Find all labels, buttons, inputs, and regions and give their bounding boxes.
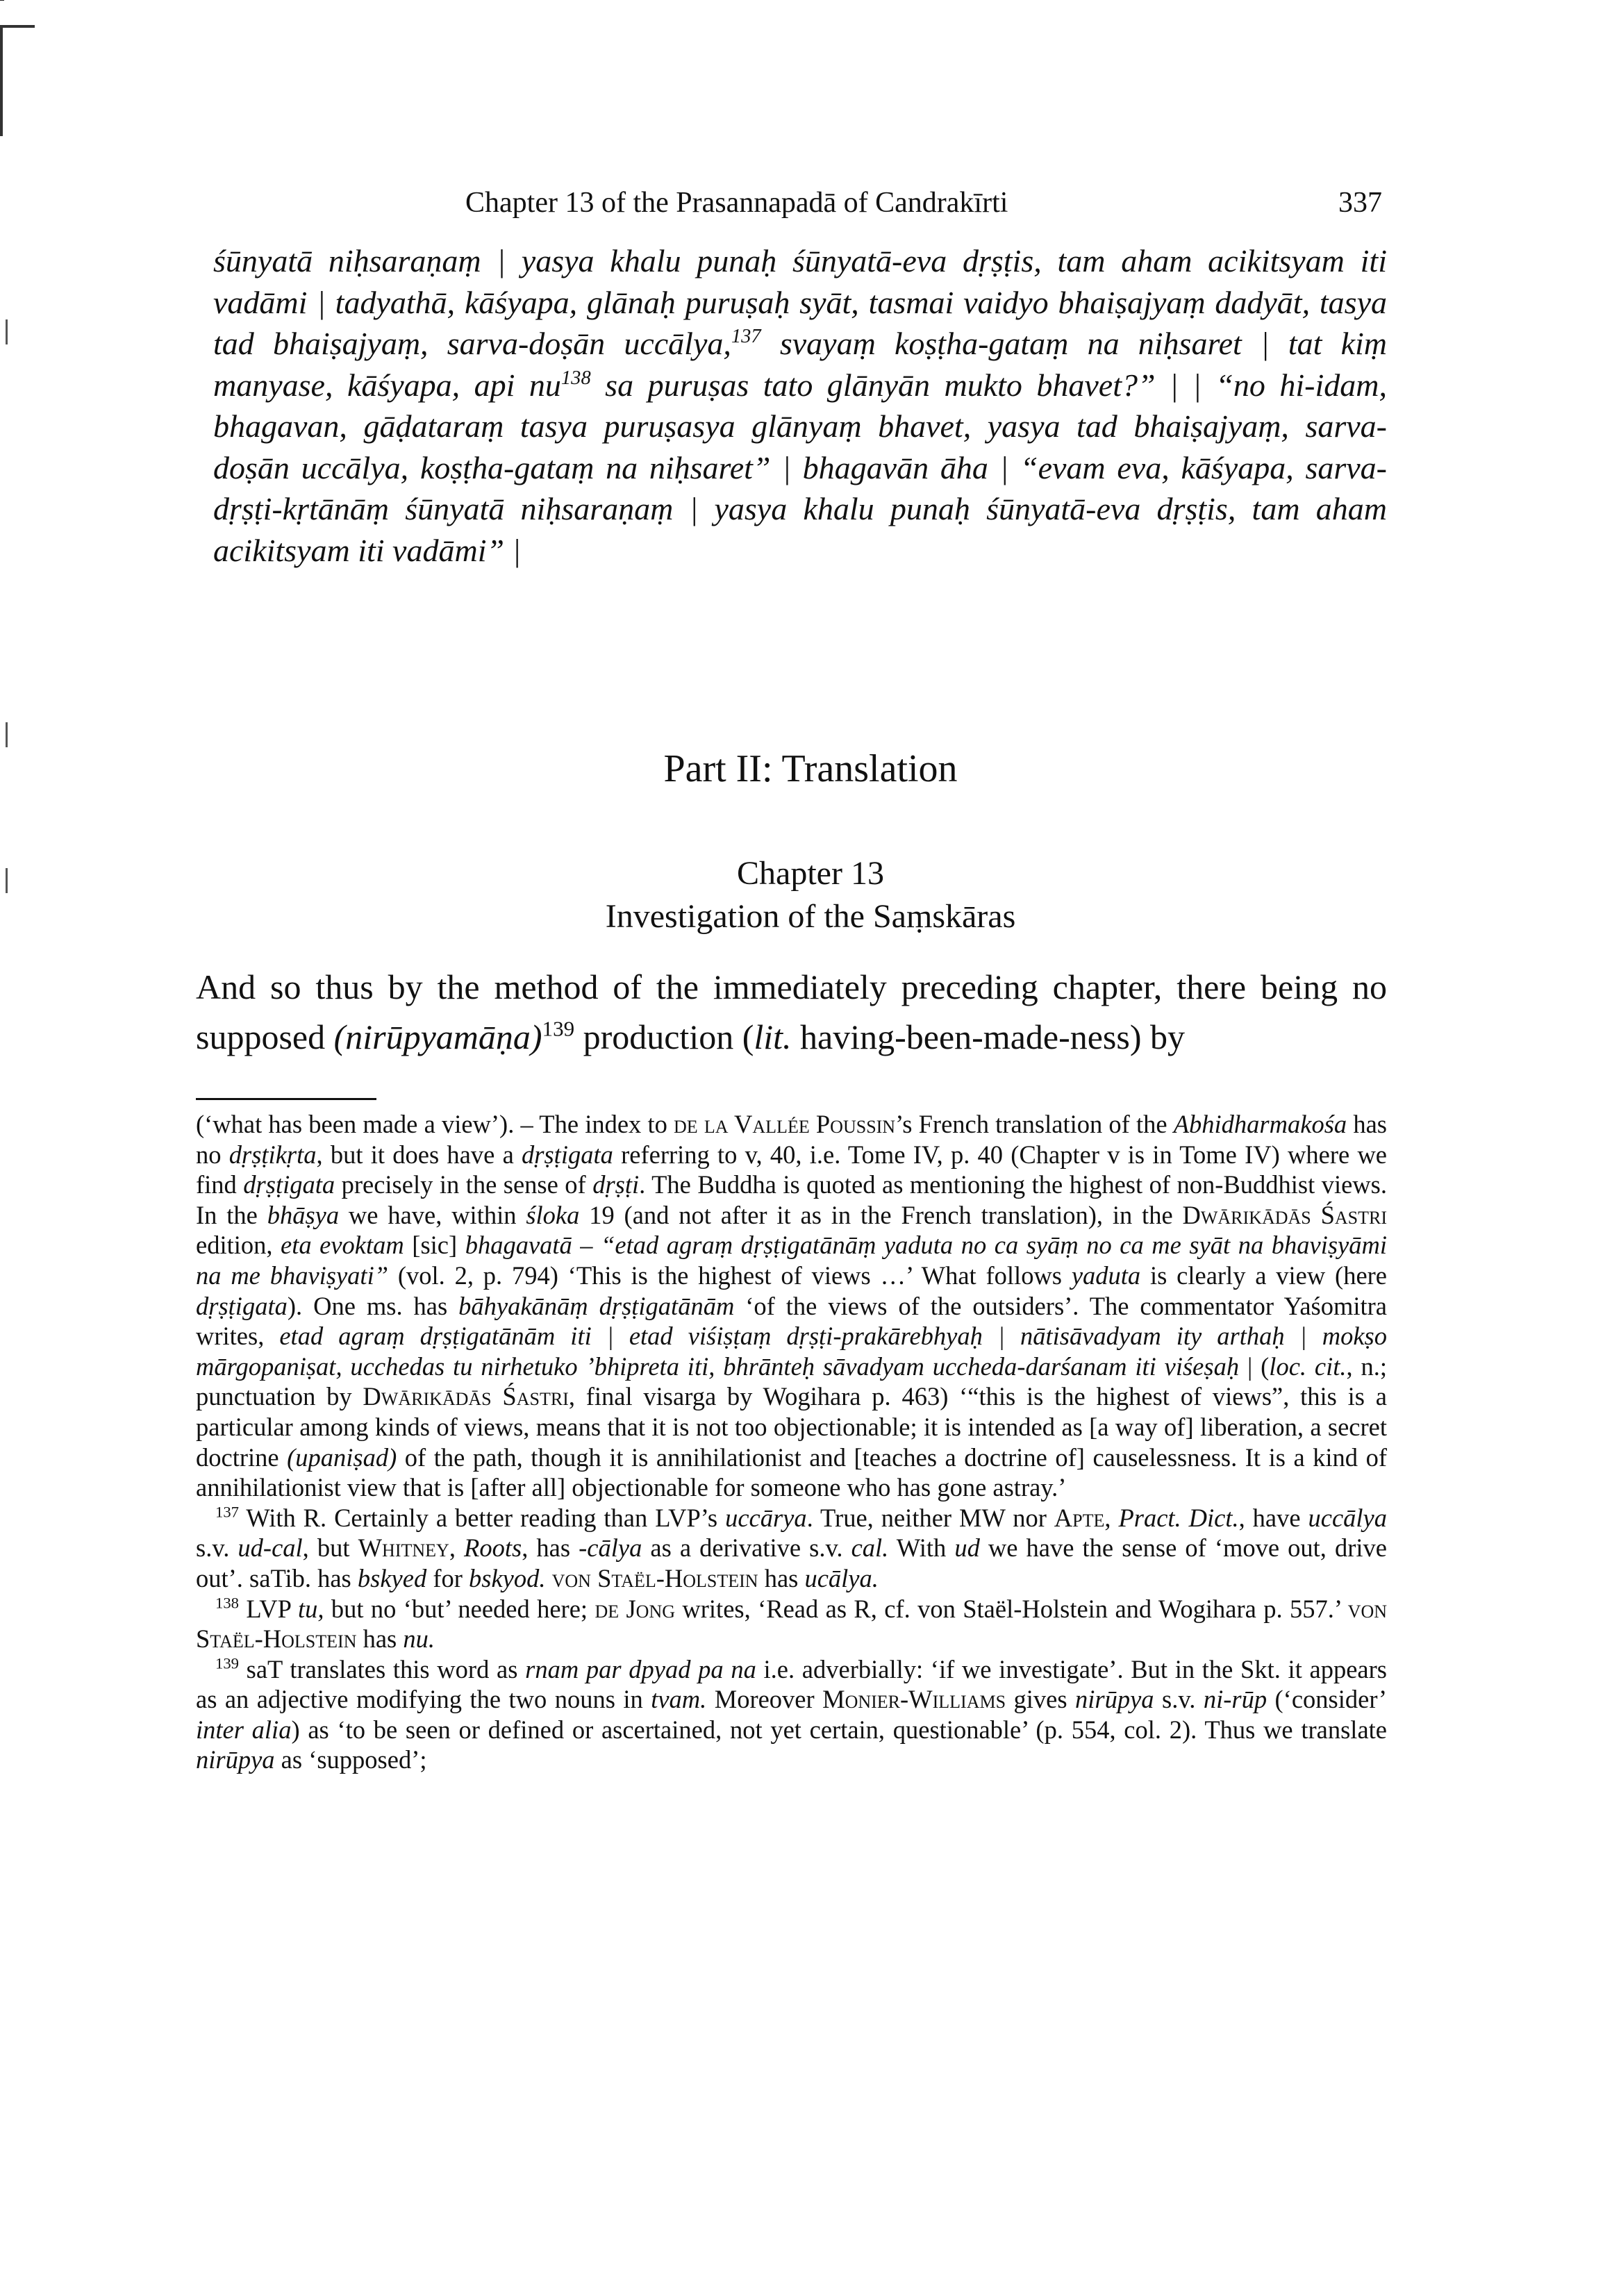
fn-italic: nu. (403, 1624, 435, 1654)
fn-text: writes, ‘Read as R, cf. von Staël-Holstein and Wogihara p. 557.’ (675, 1594, 1348, 1623)
fn-text: (‘consider’ (1267, 1685, 1387, 1714)
fn-author: von Staël-Holstein (551, 1563, 758, 1592)
fn-text: , (449, 1533, 465, 1563)
sanskrit-text: svayaṃ koṣṭha-gataṃ na niḥsaret | tat kiṃ manyase, kāśyapa, api nu (213, 326, 1387, 403)
fn-author: de la Vallée Poussin (674, 1110, 896, 1138)
fn-italic: cal. (851, 1533, 889, 1563)
fn-italic: eta evoktam (281, 1231, 404, 1260)
fn-text: has (356, 1624, 404, 1654)
fn-author: von Staël-Holstein (196, 1594, 1388, 1654)
fn-italic: dṛṣṭigata (196, 1291, 288, 1320)
fn-italic: Abhidharmakośa (1173, 1110, 1347, 1138)
fn-text: [sic] (404, 1231, 465, 1260)
fn-text: (‘what has been made a view’). – The index to (196, 1110, 674, 1138)
fn-italic: Roots (464, 1533, 522, 1563)
fn-text: With (888, 1533, 955, 1563)
running-title: Chapter 13 of the Prasannapadā of Candrakīrti (465, 187, 1008, 219)
fn-text (546, 1564, 552, 1592)
body-abbrev: lit. (754, 1017, 792, 1056)
fn-italic: uccālya (1308, 1503, 1387, 1532)
translation-body (196, 962, 1387, 1062)
fn-italic: bhāṣya (267, 1200, 340, 1229)
fn-text: , n.; punctuation by (196, 1351, 1388, 1411)
scan-tick (6, 722, 8, 747)
fn-text: Moreover (706, 1685, 823, 1714)
sanskrit-text: śūnyatā niḥsaraṇaṃ | yasya khalu punaḥ śūnyatā-eva dṛṣṭis, tam aham acikitsyam iti vadāmi | tadyathā, kāśyapa, glānaḥ puruṣaḥ syāt, tasmai vaidyo bhaiṣajyaṃ dadyāt, tasya tad bhaiṣajyaṃ, sarva-doṣān uccālya, (213, 243, 1387, 361)
footnote-ref-139: 139 (542, 1016, 575, 1041)
footnote-number: 139 (215, 1654, 239, 1672)
fn-italic: Pract. Dict. (1118, 1503, 1239, 1532)
fn-italic: tvam. (651, 1685, 707, 1714)
fn-italic: ud-cal (238, 1533, 303, 1563)
scan-tick (6, 319, 8, 344)
fn-text: , but (302, 1533, 358, 1563)
fn-text: , but it does have a (316, 1140, 522, 1169)
chapter-heading (0, 852, 1621, 938)
fn-italic: ucālya. (804, 1563, 879, 1592)
fn-text: 19 (and not after it as in the French translation), in the (579, 1200, 1183, 1229)
footnote-138 (196, 1594, 1387, 1654)
fn-text: referring to v, 40, i.e. Tome IV, p. 40 (Chapter v is in Tome IV) where we find (196, 1140, 1388, 1199)
fn-italic: śloka (526, 1200, 580, 1229)
scan-left-edge (0, 0, 4, 2296)
fn-text: has (758, 1563, 805, 1592)
fn-italic: loc. cit. (1269, 1351, 1347, 1381)
fn-italic: rnam par dpyad pa na (525, 1654, 756, 1683)
running-head (465, 186, 1382, 235)
fn-text: we have, within (339, 1200, 526, 1229)
sanskrit-paragraph (213, 240, 1387, 571)
fn-italic: (upaniṣad) (287, 1442, 397, 1472)
footnote-137 (196, 1503, 1387, 1594)
part-heading: Part II: Translation (663, 747, 958, 790)
page-number: 337 (1338, 187, 1382, 219)
footnote-number: 138 (215, 1593, 239, 1611)
fn-italic: -cālya (579, 1533, 642, 1563)
fn-text: as a derivative s.v. (642, 1533, 851, 1563)
fn-text: i.e. adverbially: ‘if we investigate’. But in the Skt. it appears as an adjective modifying the two nouns in (196, 1654, 1387, 1714)
footnote-ref-137: 137 (731, 325, 761, 347)
fn-text: | ( (1239, 1351, 1270, 1381)
footnotes (196, 1109, 1387, 1775)
fn-italic: inter alia (196, 1715, 292, 1744)
body-text: having-been-made-ness) by (791, 1017, 1185, 1056)
fn-text: saT translates this word as (238, 1654, 526, 1683)
fn-text: ‘of the views of the outsiders’. The commentator Yaśomitra writes, (196, 1291, 1387, 1351)
fn-text: gives (1006, 1685, 1076, 1714)
fn-text: s.v. (1154, 1685, 1204, 1714)
fn-italic: dṛṣṭikṛta (228, 1140, 317, 1169)
footnote-number: 137 (215, 1503, 239, 1521)
fn-text: (vol. 2, p. 794) ‘This is the highest of views …’ What follows (388, 1261, 1072, 1290)
sanskrit-text: sa puruṣas tato glānyān mukto bhavet?” | | “no hi-idam, bhagavan, gāḍataraṃ tasya puruṣasya glānyaṃ bhavet, yasya tad bhaiṣajyaṃ, sarva-doṣān uccālya, koṣṭha-gataṃ na niḥsaret” | bhagavān āha | “evam eva, kāśyapa, sarva-dṛṣṭi-kṛtānāṃ śūnyatā niḥsaraṇaṃ | yasya khalu punaḥ śūnyatā-eva dṛṣṭis, tam aham acikitsyam iti vadāmi” | (213, 367, 1387, 568)
body-term: (nirūpyamāṇa) (333, 1017, 542, 1056)
fn-author: Dwārikādās Śastri (363, 1382, 569, 1411)
fn-text: has no (196, 1110, 1387, 1169)
body-text: production ( (574, 1017, 754, 1056)
fn-italic: uccārya (725, 1503, 807, 1532)
fn-text: LVP (238, 1594, 298, 1623)
scan-corner-mark (0, 25, 35, 28)
fn-italic: yaduta (1071, 1261, 1141, 1290)
footnote-ref-138: 138 (560, 367, 591, 389)
fn-italic: bāhyakānāṃ dṛṣṭigatānām (458, 1291, 735, 1320)
fn-text: for (426, 1563, 469, 1592)
fn-italic: bskyod. (469, 1563, 546, 1592)
footnote-rule (196, 1098, 376, 1100)
body-paragraph (196, 962, 1387, 1062)
fn-italic: bskyed (357, 1563, 427, 1592)
fn-text: of the path, though it is annihilationist and [teaches a doctrine of] causelessness. It is a kind of annihilationist view that is [after all] objectionable for someone who has gone astray.’ (196, 1442, 1387, 1502)
fn-text: , final visarga by Wogihara p. 463) ‘“this is the highest of views”, this is a particular among kinds of views, means that it is not too objectionable; it is intended as [a way of] liberation, a secret doctrine (196, 1382, 1387, 1472)
fn-text: edition, (196, 1231, 281, 1260)
footnote-139 (196, 1654, 1387, 1775)
fn-italic: nirūpya (1075, 1685, 1154, 1714)
chapter-title: Investigation of the Saṃskāras (605, 898, 1016, 935)
fn-italic: dṛṣṭi (592, 1170, 640, 1199)
fn-italic: bhagavatā – “etad agraṃ dṛṣṭigatānāṃ yaduta no ca syāṃ no ca me syāt na bhaviṣyāmi na me bhaviṣyati” (196, 1231, 1387, 1290)
fn-text: . True, neither MW nor (806, 1503, 1054, 1532)
fn-text: ) as ‘to be seen or defined or ascertained, not yet certain, questionable’ (p. 554, col. 2). Thus we translate (291, 1715, 1387, 1744)
fn-text: , (1104, 1503, 1119, 1532)
fn-italic: nirūpya (196, 1745, 275, 1774)
fn-italic: etad agraṃ dṛṣṭigatānām iti | etad viśiṣṭaṃ dṛṣṭi-prakārebhyaḥ | nātisāvadyam ity arthaḥ | mokṣo mārgopaniṣat, ucchedas tu nirhetuko ’bhipreta iti, bhrānteḥ sāvadyam uccheda-darśanam iti viśeṣaḥ (196, 1322, 1387, 1381)
fn-italic: tu, (297, 1594, 324, 1623)
fn-italic: dṛṣṭigata (522, 1140, 613, 1169)
fn-text: . The Buddha is quoted as mentioning the highest of non-Buddhist views. In the (196, 1170, 1387, 1229)
body-text: And so thus by the method of the immediately preceding chapter, there being no supposed (196, 967, 1387, 1056)
fn-text: but no ‘but’ needed here; (324, 1594, 595, 1623)
fn-text: s.v. (196, 1533, 238, 1563)
fn-author: Apte (1054, 1503, 1105, 1532)
chapter-number: Chapter 13 (737, 855, 884, 892)
fn-text: as ‘supposed’; (274, 1745, 427, 1774)
fn-italic: ni-rūp (1203, 1685, 1267, 1714)
fn-author: Dwārikādās Śastri (1182, 1200, 1387, 1229)
fn-italic: ud (954, 1533, 980, 1563)
scan-corner-mark-vertical (0, 25, 3, 136)
fn-text: is clearly a view (here (1140, 1261, 1388, 1290)
footnote-continued (196, 1109, 1387, 1503)
fn-text: ’s French translation of the (895, 1110, 1174, 1138)
fn-italic: dṛṣṭigata (243, 1170, 335, 1199)
fn-text: precisely in the sense of (335, 1170, 593, 1199)
fn-author: Monier-Williams (822, 1685, 1006, 1714)
fn-author: Whitney (358, 1533, 449, 1563)
fn-text: we have the sense of ‘move out, drive out’. saTib. has (196, 1533, 1387, 1592)
fn-text: ). One ms. has (287, 1291, 459, 1320)
sanskrit-passage (213, 240, 1387, 571)
fn-text: With R. Certainly a better reading than LVP’s (238, 1503, 726, 1532)
fn-text: , has (522, 1533, 579, 1563)
fn-text: , have (1238, 1503, 1308, 1532)
fn-author: de Jong (595, 1594, 676, 1623)
